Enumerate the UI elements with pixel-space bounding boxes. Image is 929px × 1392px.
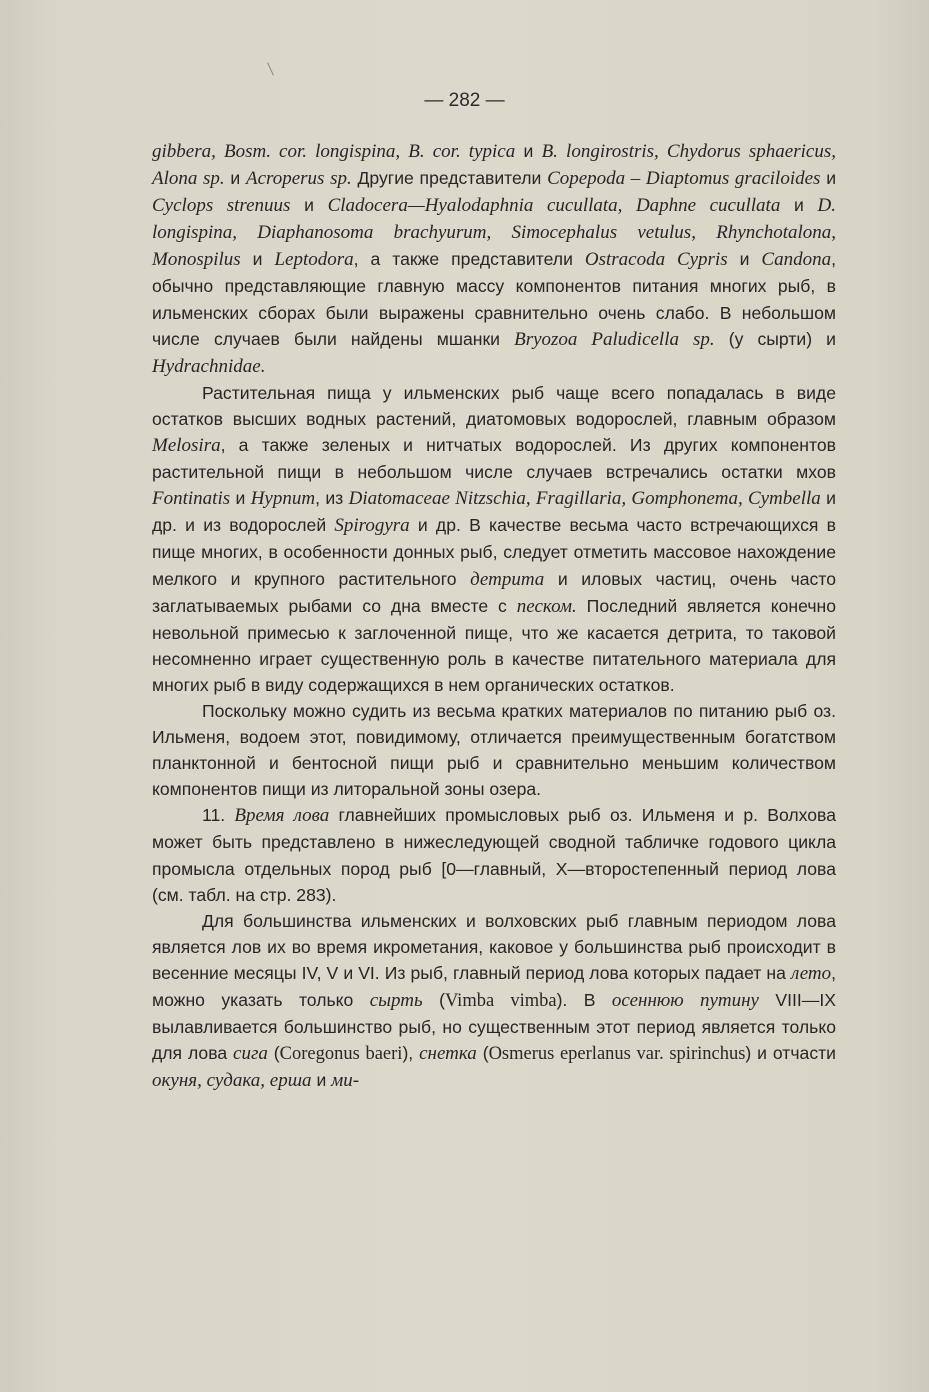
paragraph: [152, 138, 836, 380]
latin-name: Vimba vimba: [444, 991, 557, 1011]
text-run: и: [780, 195, 818, 216]
italic-term: B. longirostris, Chydorus sphaericus, Alona sp.: [152, 141, 836, 190]
text-run: главнейших промысловых рыб оз. Ильменя и р. Волхова может быть представлено в нижеследующей сводной табличке годового цикла промысла отдельных пород рыб [0—главный, Х—второстепенный период лова (см. табл. на стр. 283).: [152, 805, 836, 905]
latin-name: Osmerus eperlanus var. spirinchus: [488, 1044, 746, 1065]
text-run: Другие представители: [351, 168, 548, 189]
text-run: , можно указать только: [152, 962, 836, 1010]
page-number: — 282 —: [424, 90, 505, 111]
italic-term: сига: [233, 1043, 268, 1065]
italic-term: Ostracoda Cypris: [584, 249, 728, 271]
italic-term: песком.: [516, 595, 577, 617]
italic-term: Acroperus sp.: [246, 168, 352, 190]
paragraph: [152, 802, 836, 907]
italic-term: D. longispina, Diaphanosoma brachyurum, Simocephalus vetulus, Rhynchotalona, Monospilus: [152, 195, 836, 271]
italic-term: Copepoda – Diaptomus graciloides: [547, 168, 821, 190]
text-run: Растительная пища у ильменских рыб чаще всего попадалась в виде остатков высших водных растений, диатомовых водорослей, главным образом: [152, 382, 836, 429]
italic-term: сырть: [369, 990, 423, 1011]
text-run: , из: [315, 488, 349, 509]
text-run: и: [820, 168, 837, 189]
text-run: (: [267, 1043, 280, 1064]
text-run: и др. В качестве весьма часто встречающихся в пище многих, в особенности донных рыб, следует отметить массовое нахождение мелкого и крупного растительного: [152, 515, 836, 589]
italic-term: лето: [790, 962, 832, 984]
italic-term: Bryozoa Paludicella sp.: [514, 328, 715, 350]
italic-term: Diatomaceae Nitzschia, Fragillaria, Gomphonema, Cymbella: [348, 488, 821, 510]
text-run: , а также представители: [353, 249, 585, 270]
text-run: (у сырти) и: [714, 328, 836, 349]
paragraph: [152, 380, 836, 698]
italic-term: Hypnum: [250, 488, 316, 510]
italic-term: Cyclops strenuus: [152, 195, 291, 217]
italic-term: Leptodora: [274, 249, 354, 271]
paragraph: [152, 698, 836, 802]
paragraph: [152, 908, 836, 1095]
text-run: и: [230, 488, 251, 509]
italic-term: ми-: [331, 1070, 360, 1092]
text-run: (: [476, 1043, 489, 1064]
text-run: и: [727, 249, 762, 270]
text-run: Поскольку можно судить из весьма кратких материалов по питанию рыб оз. Ильменя, водоем этот, повидимому, отличается преимущественным богатством планктонной и бентосной пищи рыб и сравнительно меньшим количеством компонентов пищи из литоральной зоны озера.: [152, 700, 836, 800]
text-run: Для большинства ильменских и волховских рыб главным периодом лова является лов их во время икрометания, каковое у большинства рыб происходит в весенние месяцы IV, V и VI. Из рыб, главный период лова которых падает на: [152, 910, 836, 983]
italic-term: Melosira: [152, 435, 221, 457]
text-run: и: [224, 168, 246, 189]
italic-term: Candona: [761, 249, 832, 271]
text-run: , обычно представляющие главную массу компонентов питания многих рыб, в ильменских сборах были выражены сравнительно очень слабо. В небольшом числе случаев были найдены мшанки: [152, 249, 836, 349]
text-run: и: [290, 195, 328, 216]
italic-term: Fontinatis: [152, 488, 231, 510]
text-run: ),: [402, 1043, 420, 1064]
italic-term: снетка: [419, 1043, 477, 1065]
italic-term: Время лова: [234, 805, 330, 827]
text-run: и: [240, 249, 275, 270]
text-run: ) и отчасти: [745, 1043, 837, 1064]
italic-term: Hydrachnidae.: [152, 355, 266, 377]
italic-term: gibbera, Bosm. cor. longispina, B. cor. typica: [152, 141, 516, 162]
body-text: [152, 138, 836, 1094]
italic-term: детрита: [470, 568, 545, 590]
italic-term: Cladocera—Hyalodaphnia cucullata, Daphne cucullata: [327, 195, 781, 217]
text-run: Последний является конечно невольной примесью к заглоченной пище, что же касается детрита, то таковой несомненно играет существенную роль в качестве питательного материала для многих рыб в виду содержащихся в нем органических остатков.: [152, 595, 836, 695]
text-run: 11.: [202, 805, 235, 826]
text-run: , а также зеленых и нитчатых водорослей. Из других компонентов растительной пищи в небольшом числе случаев встречались остатки мхов: [152, 435, 836, 483]
text-run: VIII—IX вылавливается большинство рыб, но существенным этот период является только для лова: [152, 990, 837, 1064]
text-run: ). В: [556, 990, 612, 1010]
text-run: и: [311, 1070, 332, 1091]
text-run: и иловых частиц, очень часто заглатываемых рыбами со дна вместе с: [152, 568, 836, 616]
italic-term: окуня, судака, ерша: [152, 1070, 312, 1092]
text-run: и: [515, 141, 542, 161]
latin-name: Coregonus baeri: [279, 1044, 403, 1065]
text-run: и др. и из водорослей: [152, 488, 836, 536]
italic-term: осеннюю путину: [611, 990, 759, 1011]
text-run: (: [422, 990, 445, 1010]
scan-mark: [267, 62, 274, 75]
italic-term: Spirogyra: [334, 515, 410, 537]
